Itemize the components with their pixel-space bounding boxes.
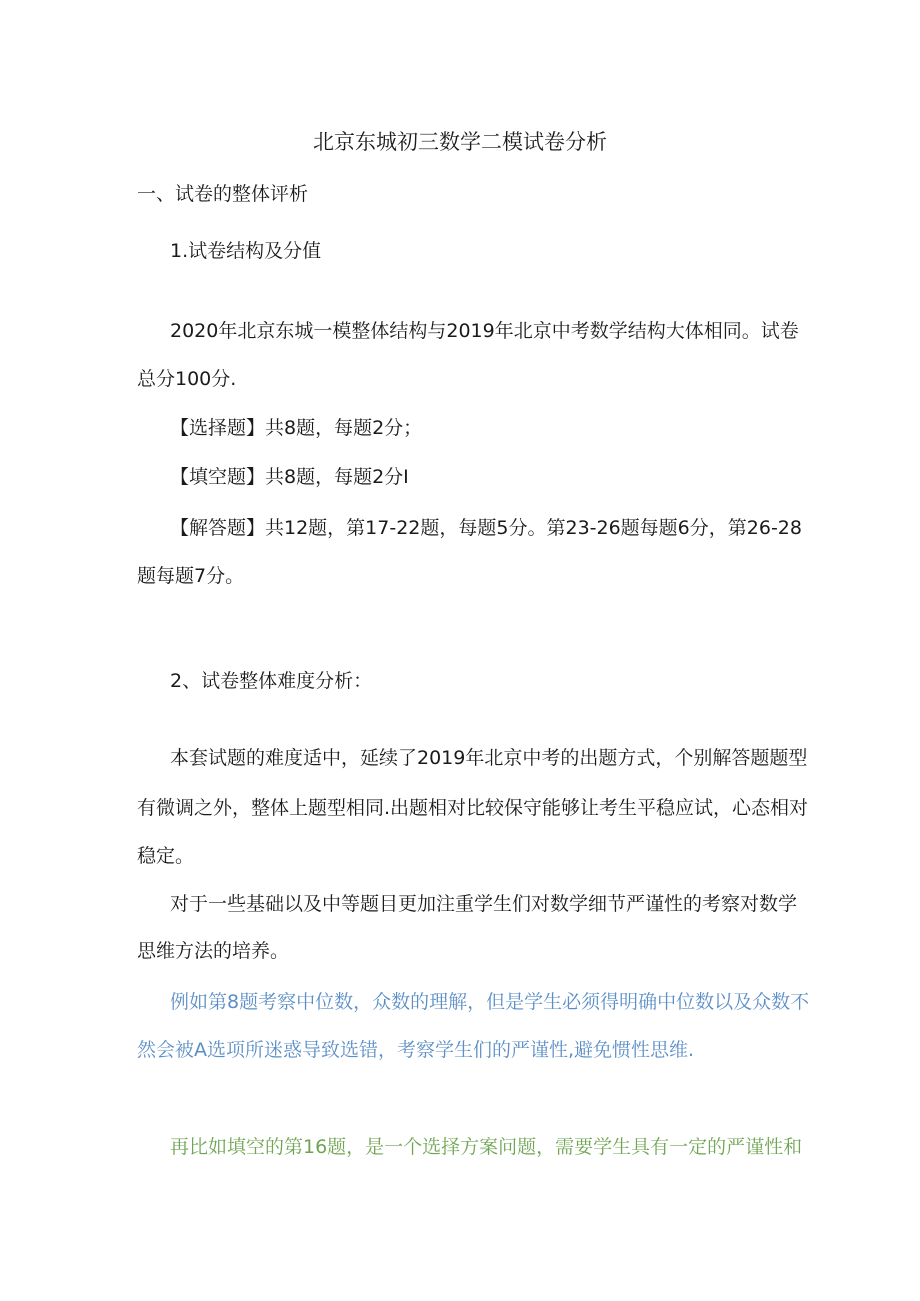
paragraph-2-line-3: 稳定。 xyxy=(137,845,195,867)
item-choice: 【选择题】共8题，每题2分； xyxy=(170,417,423,439)
paragraph-4-line-1: 例如第8题考察中位数，众数的理解，但是学生必须得明确中位数以及众数不 xyxy=(170,991,810,1013)
sub1-heading: 1.试卷结构及分值 xyxy=(170,240,322,262)
item-answer-line-2: 题每题7分。 xyxy=(137,565,245,587)
item-fill: 【填空题】共8题，每题2分I xyxy=(170,466,409,488)
page-title: 北京东城初三数学二模试卷分析 xyxy=(313,130,607,154)
paragraph-3-line-2: 思维方法的培养。 xyxy=(137,940,290,962)
sub2-heading: 2、试卷整体难度分析： xyxy=(170,670,373,692)
paragraph-1-line-2: 总分100分. xyxy=(137,368,237,390)
paragraph-4-line-2: 然会被A选项所迷惑导致选错，考察学生们的严谨性,避免惯性思维. xyxy=(137,1039,695,1061)
paragraph-1-line-1: 2020年北京东城一模整体结构与2019年北京中考数学结构大体相同。试卷 xyxy=(170,320,799,342)
section1-heading: 一、试卷的整体评析 xyxy=(137,183,309,205)
paragraph-2-line-2: 有微调之外，整体上题型相同.出题相对比较保守能够让考生平稳应试，心态相对 xyxy=(137,797,809,819)
item-answer-line-1: 【解答题】共12题，第17-22题，每题5分。第23-26题每题6分，第26-28 xyxy=(170,517,802,539)
paragraph-3-line-1: 对于一些基础以及中等题目更加注重学生们对数学细节严谨性的考察对数学 xyxy=(170,893,798,915)
paragraph-5-line-1: 再比如填空的第16题，是一个选择方案问题，需要学生具有一定的严谨性和 xyxy=(170,1136,803,1158)
paragraph-2-line-1: 本套试题的难度适中，延续了2019年北京中考的出题方式，个别解答题题型 xyxy=(170,747,808,769)
